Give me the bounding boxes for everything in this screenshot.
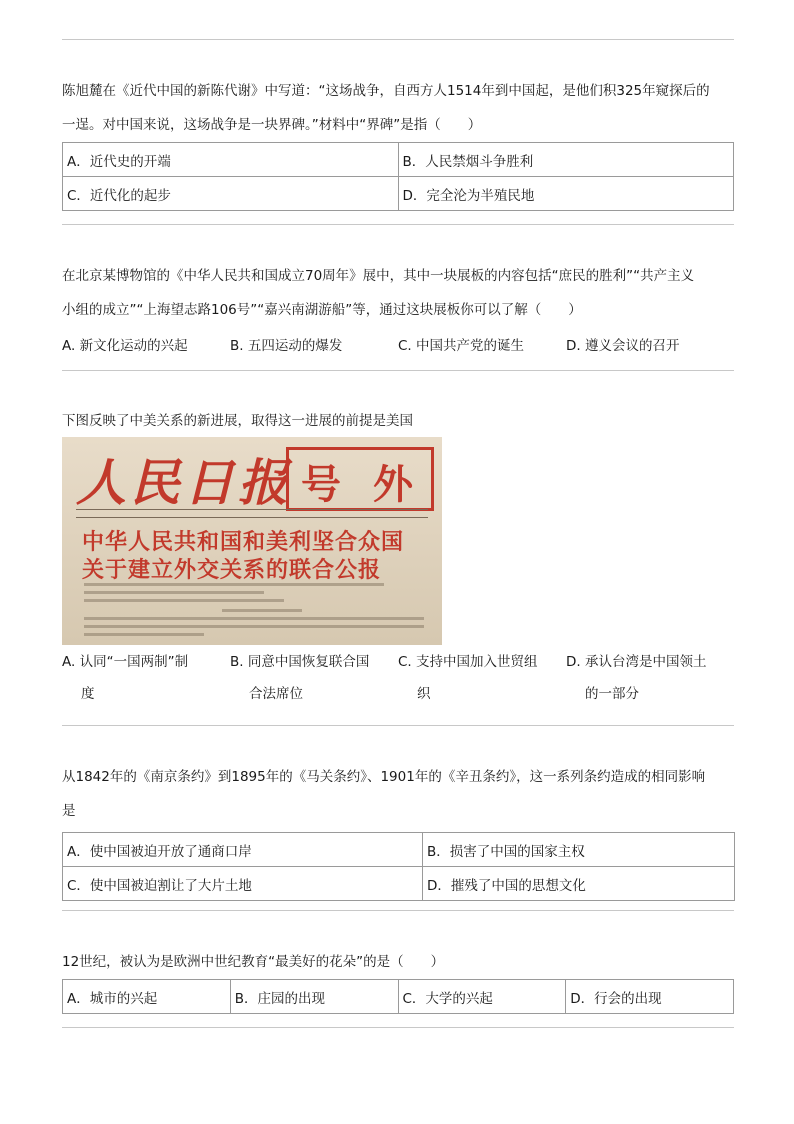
question-stem: 小组的成立”“上海望志路106号”“嘉兴南湖游船”等，通过这块展板你可以了解（ ） bbox=[62, 302, 582, 318]
option-c[interactable]: C．使中国被迫割让了大片土地 bbox=[63, 867, 423, 901]
option-c[interactable]: C．大学的兴起 bbox=[398, 980, 566, 1014]
option-a[interactable]: A．使中国被迫开放了通商口岸 bbox=[63, 833, 423, 867]
option-text: D. 承认台湾是中国领土 bbox=[566, 654, 707, 670]
options-row bbox=[62, 327, 734, 361]
dateline bbox=[76, 509, 428, 518]
option-text: B. 同意中国恢复联合国 bbox=[230, 654, 370, 670]
option-d[interactable] bbox=[566, 646, 734, 710]
options-row bbox=[62, 646, 734, 710]
question-stem: 陈旭麓在《近代中国的新陈代谢》中写道：“这场战争，自西方人1514年到中国起，是他们积325年窥探后的 bbox=[62, 83, 710, 99]
option-b[interactable] bbox=[230, 646, 398, 710]
extra-char: 号 bbox=[301, 461, 341, 508]
option-b[interactable]: B．人民禁烟斗争胜利 bbox=[398, 143, 734, 177]
body-text bbox=[84, 625, 424, 628]
extra-edition-box bbox=[286, 447, 434, 511]
option-c[interactable] bbox=[398, 646, 566, 710]
question-stem: 从1842年的《南京条约》到1895年的《马关条约》、1901年的《辛丑条约》，这一系列条约造成的相同影响 bbox=[62, 769, 706, 785]
option-text: C. 支持中国加入世贸组 bbox=[398, 654, 538, 670]
option-text: 织 bbox=[417, 686, 431, 702]
option-a[interactable]: A. 新文化运动的兴起 bbox=[62, 338, 188, 354]
headline: 关于建立外交关系的联合公报 bbox=[82, 557, 382, 583]
divider bbox=[62, 224, 734, 225]
body-text bbox=[222, 609, 302, 612]
option-c[interactable]: C. 中国共产党的诞生 bbox=[398, 338, 525, 354]
question-2 bbox=[62, 259, 734, 361]
body-text bbox=[84, 599, 284, 602]
body-text bbox=[84, 583, 384, 586]
options-table bbox=[62, 979, 734, 1014]
option-text: 合法席位 bbox=[249, 686, 303, 702]
divider bbox=[62, 370, 734, 371]
options-table bbox=[62, 832, 735, 901]
option-b[interactable]: B. 五四运动的爆发 bbox=[230, 338, 343, 354]
option-a[interactable]: A．近代史的开端 bbox=[63, 143, 399, 177]
body-text bbox=[84, 591, 264, 594]
question-stem: 在北京某博物馆的《中华人民共和国成立70周年》展中，其中一块展板的内容包括“庶民的胜利”“共产主义 bbox=[62, 268, 695, 284]
newspaper-masthead: 人民日报 bbox=[76, 453, 292, 512]
newspaper-image bbox=[62, 437, 442, 645]
option-c[interactable]: C．近代化的起步 bbox=[63, 177, 399, 211]
divider bbox=[62, 1027, 734, 1028]
question-5 bbox=[62, 945, 734, 1014]
option-a[interactable]: A．城市的兴起 bbox=[63, 980, 231, 1014]
option-text: A. 认同“一国两制”制 bbox=[62, 654, 189, 670]
divider bbox=[62, 910, 734, 911]
body-text bbox=[84, 633, 204, 636]
option-a[interactable] bbox=[62, 646, 230, 710]
question-4 bbox=[62, 760, 734, 901]
divider bbox=[62, 39, 734, 40]
divider bbox=[62, 725, 734, 726]
option-b[interactable]: B．损害了中国的国家主权 bbox=[423, 833, 735, 867]
question-3 bbox=[62, 404, 734, 438]
question-stem: 12世纪，被认为是欧洲中世纪教育“最美好的花朵”的是（ ） bbox=[62, 954, 445, 970]
question-1 bbox=[62, 74, 734, 211]
option-d[interactable]: D．行会的出现 bbox=[566, 980, 734, 1014]
question-stem: 下图反映了中美关系的新进展，取得这一进展的前提是美国 bbox=[62, 413, 413, 429]
extra-char: 外 bbox=[373, 461, 413, 508]
option-text: 的一部分 bbox=[585, 686, 639, 702]
option-d[interactable]: D. 遵义会议的召开 bbox=[566, 338, 680, 354]
option-d[interactable]: D．完全沦为半殖民地 bbox=[398, 177, 734, 211]
question-stem: 一逞。对中国来说，这场战争是一块界碑。”材料中“界碑”是指（ ） bbox=[62, 117, 482, 133]
option-b[interactable]: B．庄园的出现 bbox=[230, 980, 398, 1014]
option-text: 度 bbox=[81, 686, 95, 702]
body-text bbox=[84, 617, 424, 620]
option-d[interactable]: D．摧残了中国的思想文化 bbox=[423, 867, 735, 901]
headline: 中华人民共和国和美利坚合众国 bbox=[82, 529, 405, 555]
question-stem: 是 bbox=[62, 803, 76, 819]
options-table bbox=[62, 142, 734, 211]
